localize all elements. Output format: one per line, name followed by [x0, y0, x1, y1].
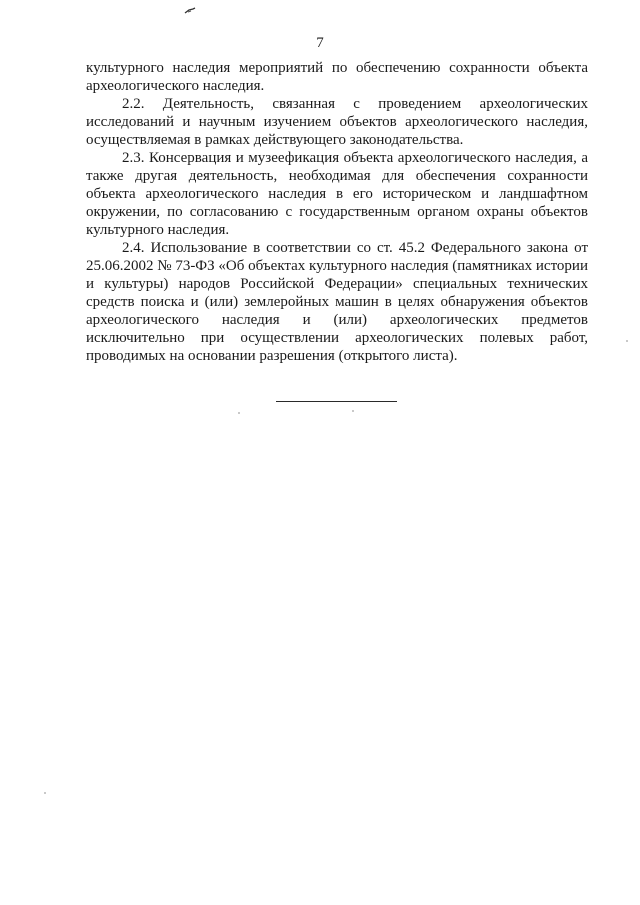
scan-speck — [44, 792, 46, 794]
end-separator-line — [276, 401, 397, 402]
paragraph-continuation: культурного наследия мероприятий по обеспечению сохранности объекта археологического наследия. — [86, 60, 588, 94]
paragraph-item-2-2: 2.2. Деятельность, связанная с проведением археологических исследований и научным изучением объектов археологического наследия, осуществляемая в рамках действующего законодательства. — [86, 96, 588, 148]
scan-speck — [626, 340, 628, 342]
scan-artifact-mark — [184, 6, 196, 16]
scan-speck — [238, 412, 240, 414]
document-body — [86, 59, 588, 365]
scan-speck — [352, 410, 354, 412]
paragraph-item-2-3: 2.3. Консервация и музеефикация объекта археологического наследия, а также другая деятельность, необходимая для обеспечения сохранности объекта археологического наследия в его историческом и ландшафтном окружении, по согласованию с государственным органом охраны объектов культурного наследия. — [86, 150, 588, 238]
paragraph-item-2-4: 2.4. Использование в соответствии со ст. 45.2 Федерального закона от 25.06.2002 № 73-ФЗ «Об объектах культурного наследия (памятниках истории и культуры) народов Российской Федерации» специальных технических средств поиска и (или) землеройных машин в целях обнаружения объектов археологического наследия и (или) археологических предметов исключительно при осуществлении археологических полевых работ, проводимых на основании разрешения (открытого листа). — [86, 240, 588, 364]
page-number: 7 — [316, 35, 324, 51]
